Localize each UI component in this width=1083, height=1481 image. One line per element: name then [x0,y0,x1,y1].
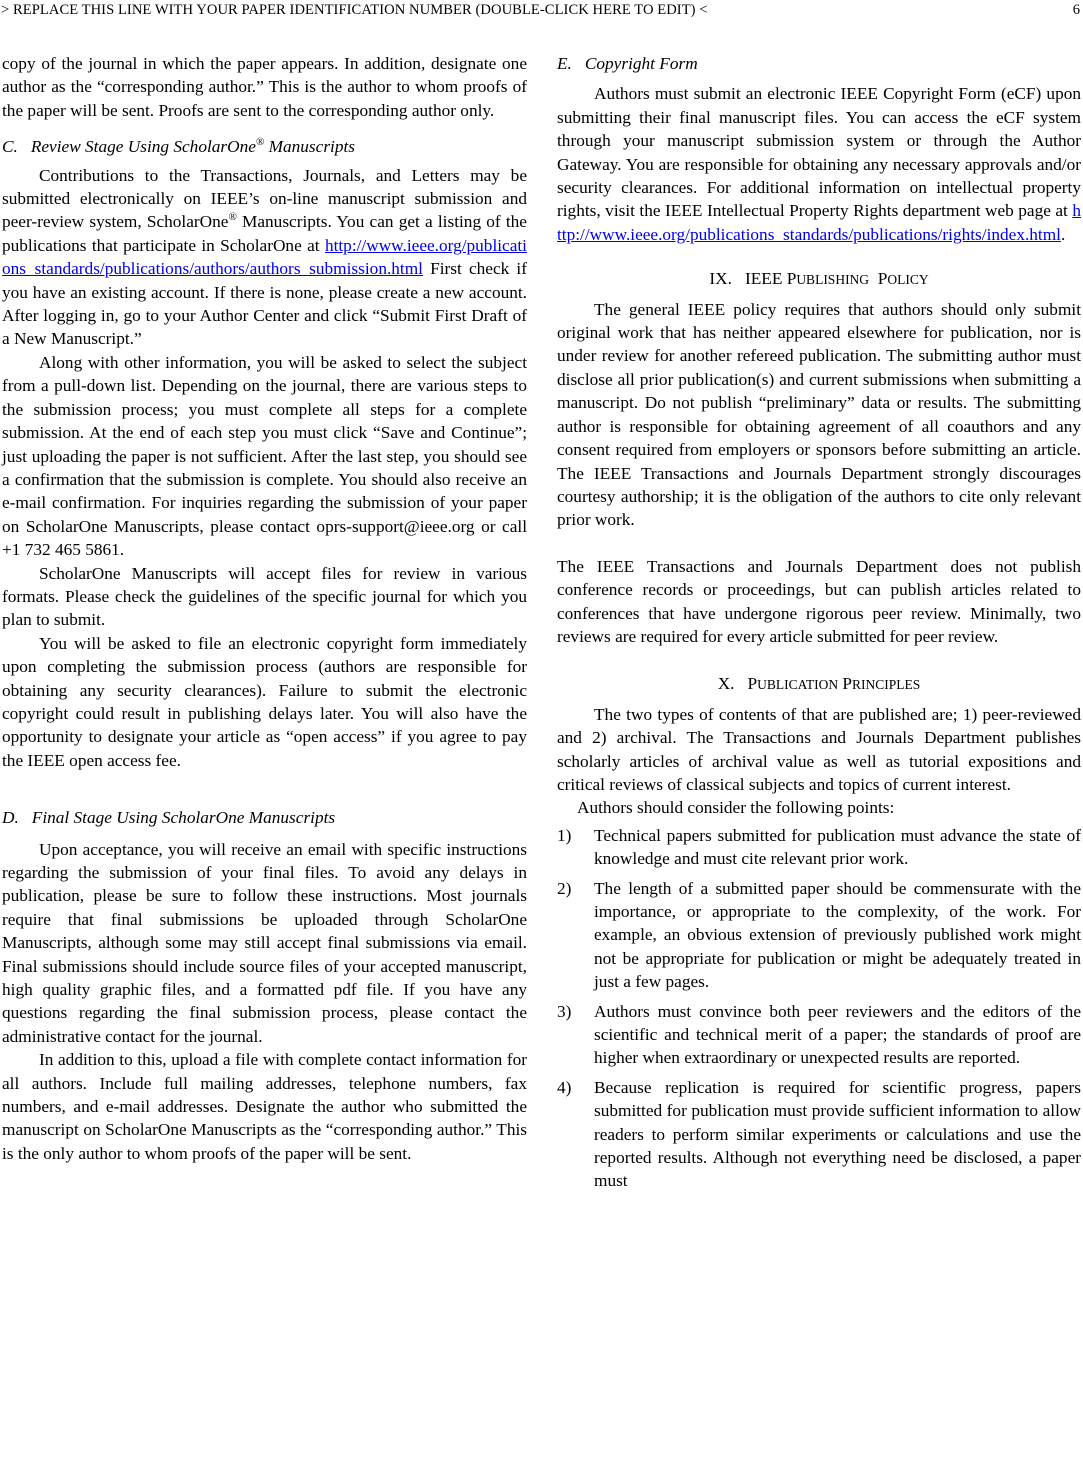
section-title-part: IEEE P [744,269,797,289]
section-title-part: P [842,674,853,694]
paragraph: Along with other information, you will be asked to select the subject from a pull-down list. Depending on the journal, there are various steps to the submission process; you must complete all steps for a complete submission. At the end of each step you must click “Save and Continue”; just uploading the paper is not sufficient. After the last step, you should see a confirmation that the submission is complete. You should also receive an e-mail confirmation. For inquiries regarding the submission of your paper on ScholarOne Manuscripts, please contact oprs-support@ieee.org or call +1 732 465 5861. [2,352,527,560]
text-run: Authors must submit an electronic IEEE Copyright Form (eCF) upon submitting their final manuscript files. You can access the eCF system through your manuscript submission system or through the Author Gateway. You are responsible for obtaining any necessary approvals and/or security clearances. For additional information on intellectual property rights, visit the IEEE Intellectual Property Rights department web page at [557,84,1081,221]
running-header [0,0,1083,30]
list-item [557,824,1081,871]
section-number: IX. [709,269,732,289]
section-number: X. [717,674,735,694]
section-heading-x [557,672,1081,696]
subsection-heading-c [2,135,527,158]
paragraph: In addition to this, upload a file with complete contact information for all authors. Include full mailing addresses, telephone numbers, fax numbers, and e-mail addresses. Designate the author who submitted the manuscript on ScholarOne Manuscripts as the “corresponding author.” This is the only author to whom proofs of the paper will be sent. [2,1050,527,1163]
running-head[interactable]: > REPLACE THIS LINE WITH YOUR PAPER IDENTIFICATION NUMBER (DOUBLE-CLICK HERE TO EDIT) < [1,2,708,18]
section-title-part: UBLICATION [757,677,839,693]
subsection-title: Final Stage Using ScholarOne Manuscripts [31,808,336,828]
subsection-label: E. [557,54,572,73]
list-text: Authors must convince both peer reviewers and the editors of the scientific and technical merit of a paper; the standards of proof are higher when extraordinary or unexpected results are reported. [594,1001,1081,1068]
paragraph: You will be asked to file an electronic copyright form immediately upon completing the submission process (authors are responsible for obtaining any security clearances). Failure to submit the electronic copyright could result in publishing delays later. You will also have the opportunity to designate your article as “open access” if you agree to pay the IEEE open access fee. [2,633,527,770]
paragraph [2,164,527,351]
section-title-part: P [877,269,888,289]
rights-link[interactable]: http://www.ieee.org/publications_standards/publications/rights/index.html [557,201,1081,244]
subsection-title: Copyright Form [584,54,698,73]
section-title-part: RINCIPLES [852,677,921,693]
paragraph: Upon acceptance, you will receive an email with specific instructions regarding the submission of your final files. To avoid any delays in publication, please be sure to follow these instructions. Most journals require that final submissions be uploaded through ScholarOne Manuscripts, although some may still accept final submissions via email. Final submissions should include source files of your accepted manuscript, high quality graphic files, and a formatted pdf file. If you have any questions regarding the final submission process, please contact the administrative contact for the journal. [2,839,527,1046]
list-text: Because replication is required for scientific progress, papers submitted for publication must provide sufficient information to allow readers to perform similar experiments or calculations and use the reported results. Although not everything need be disclosed, a paper must [594,1077,1081,1191]
section-title-part: P [747,674,758,694]
list-number: 1) [557,825,572,845]
submission-link[interactable]: http://www.ieee.org/publications_standards/publications/authors/authors_submission.html [2,235,527,279]
list-text: Technical papers submitted for publication must advance the state of knowledge and must cite relevant prior work. [594,825,1081,869]
text-run: Manuscripts. You can get a listing of the publications that participate in ScholarOne at [2,212,527,255]
section-heading-ix [557,267,1081,291]
paragraph: The IEEE Transactions and Journals Department does not publish conference records or proceedings, but can publish articles related to conferences that have undergone rigorous peer review. Minimally, two reviews are required for every article submitted for peer review. [557,556,1081,646]
subsection-title-end: Manuscripts [264,137,356,157]
list-item [557,877,1081,994]
list-text: The length of a submitted paper should be commensurate with the importance, or appropriate to the complexity, of the work. For example, an obvious extension of previously published work might not be appropriate for publication or might be adequately treated in just a few pages. [594,878,1081,992]
subsection-title: Review Stage Using ScholarOne [30,137,256,157]
registered-mark: ® [255,136,265,149]
list-number: 4) [557,1077,572,1097]
subsection-heading-d [2,806,527,829]
list-item [557,1000,1081,1070]
paragraph: ScholarOne Manuscripts will accept files for review in various formats. Please check the guidelines of the specific journal for which you plan to submit. [2,563,527,630]
text-run: First check if you have an existing account. If there is none, please create a new account. After logging in, go to your Author Center and click “Submit First Draft of a New Manuscript.” [2,259,527,349]
paragraph: The general IEEE policy requires that authors should only submit original work that has neither appeared elsewhere for publication, nor is under review for another refereed publication. The submitting author must disclose all prior publication(s) and current submissions when submitting a manuscript. Do not publish “preliminary” data or results. The submitting author is responsible for obtaining agreement of all coauthors and any consent required from employers or sponsors before submitting an article. The IEEE Transactions and Journals Department strongly discourages courtesy authorship; it is the obligation of the authors to cite only relevant prior work. [557,299,1081,530]
list-number: 2) [557,878,572,898]
subsection-heading-e [557,52,1081,75]
text-run: Contributions to the Transactions, Journals, and Letters may be submitted electronically on IEEE’s on-line manuscript submission and peer-review system, ScholarOne [2,165,527,232]
page-number: 6 [1072,2,1080,18]
list-item [557,1076,1081,1193]
text-run: . [1060,224,1066,244]
subsection-label: D. [2,808,19,828]
section-title-part: UBLISHING [796,272,870,288]
paragraph: Authors should consider the following points: [577,798,895,818]
right-column [557,52,1081,1193]
registered-mark: ® [228,211,237,224]
subsection-label: C. [2,137,18,157]
paragraph: The two types of contents of that are published are; 1) peer-reviewed and 2) archival. The Transactions and Journals Department publishes scholarly articles of archival value as well as tutorial expositions and critical reviews of classical subjects and topics of current interest. [557,704,1081,794]
paragraph-continued: copy of the journal in which the paper appears. In addition, designate one author as the “corresponding author.” This is the author to whom proofs of the paper will be sent. Proofs are sent to the corresponding author only. [2,54,527,120]
list-number: 3) [557,1001,572,1021]
section-title-part: OLICY [887,272,929,288]
paragraph [557,82,1081,246]
numbered-list [557,824,1081,1193]
left-column [2,52,527,1165]
